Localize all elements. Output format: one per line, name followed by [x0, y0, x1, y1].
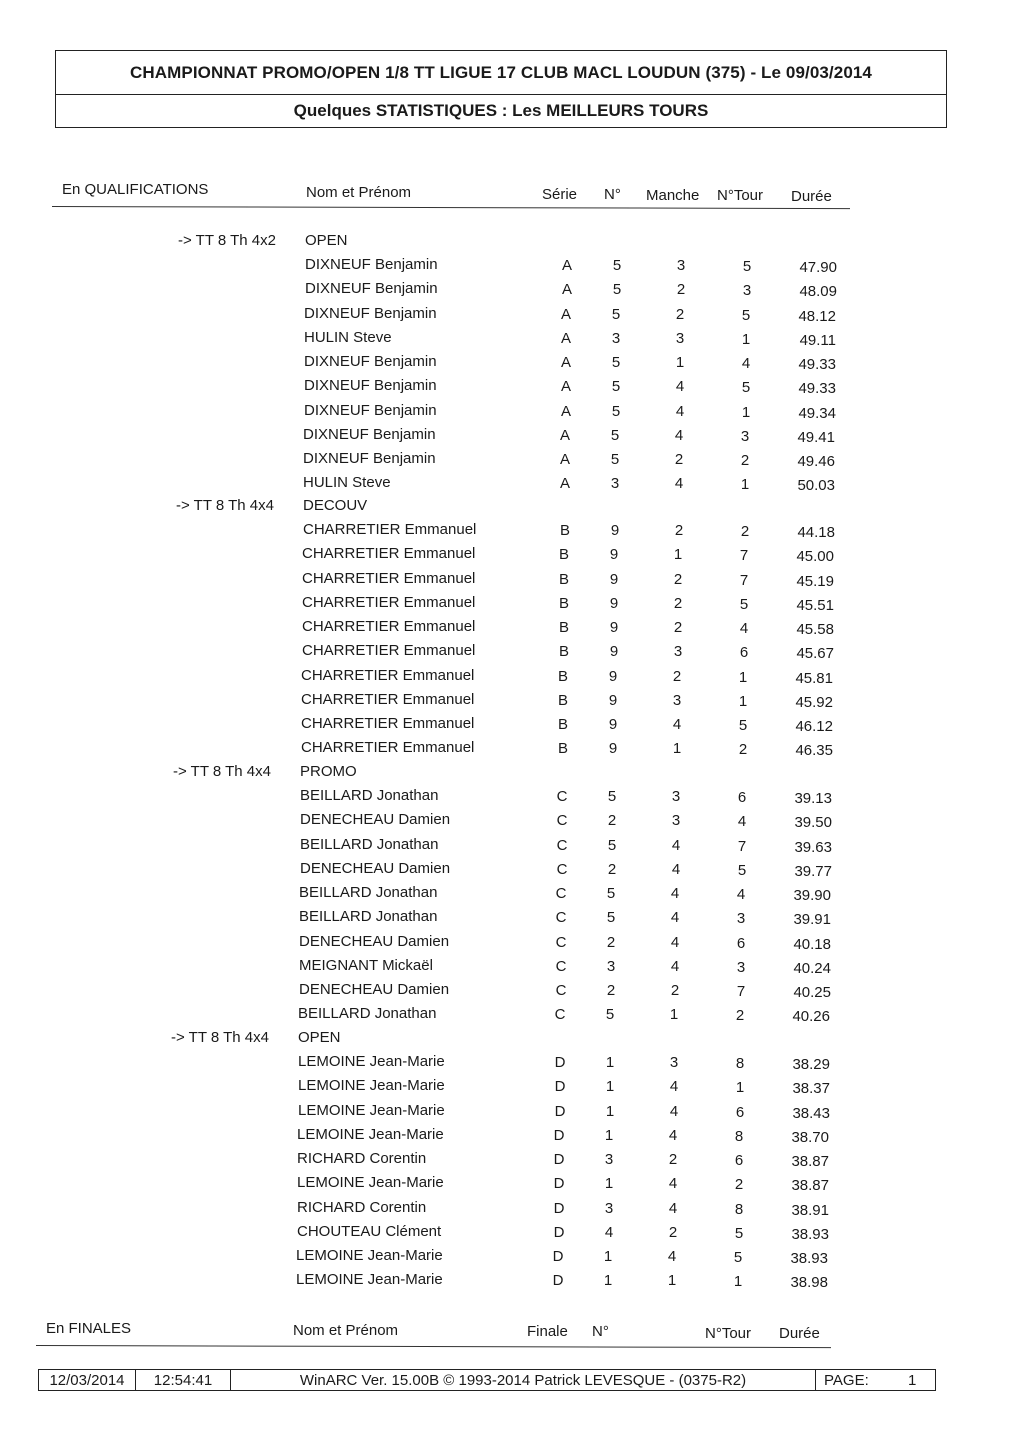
row-serie: B [559, 522, 570, 539]
row-duree: 39.50 [794, 814, 832, 831]
row-num: 1 [605, 1103, 615, 1120]
row-manche: 3 [672, 692, 682, 709]
row-duree: 38.70 [791, 1129, 829, 1146]
col-header-duree: Durée [791, 188, 832, 205]
row-duree: 38.37 [792, 1080, 830, 1097]
row-name: BEILLARD Jonathan [299, 908, 438, 925]
group-class: PROMO [300, 763, 357, 780]
row-serie: C [556, 861, 568, 878]
row-name: RICHARD Corentin [297, 1150, 427, 1167]
row-duree: 46.12 [795, 718, 833, 735]
row-num: 9 [609, 571, 619, 588]
row-num: 5 [606, 885, 616, 902]
group-class: OPEN [305, 232, 348, 249]
row-duree: 39.13 [794, 790, 832, 807]
row-tour: 1 [740, 476, 750, 493]
footer-page-box [815, 1369, 936, 1391]
row-duree: 45.58 [796, 621, 834, 638]
row-serie: D [554, 1054, 566, 1071]
row-num: 3 [606, 958, 616, 975]
row-manche: 3 [669, 1054, 679, 1071]
row-tour: 5 [733, 1249, 743, 1266]
row-duree: 38.93 [791, 1226, 829, 1243]
row-duree: 45.81 [795, 670, 833, 687]
row-duree: 49.46 [797, 453, 835, 470]
row-tour: 5 [739, 596, 749, 613]
row-serie: B [558, 595, 569, 612]
row-name: DENECHEAU Damien [299, 981, 450, 998]
row-duree: 45.19 [796, 573, 834, 590]
row-serie: C [555, 934, 567, 951]
row-serie: C [555, 909, 567, 926]
row-name: DIXNEUF Benjamin [303, 426, 436, 443]
row-num: 3 [610, 475, 620, 492]
row-name: DIXNEUF Benjamin [303, 450, 436, 467]
row-num: 9 [608, 668, 618, 685]
row-name: CHARRETIER Emmanuel [302, 642, 476, 659]
row-serie: A [560, 403, 571, 420]
row-num: 9 [608, 692, 618, 709]
row-name: HULIN Steve [304, 329, 392, 346]
row-name: LEMOINE Jean-Marie [297, 1126, 444, 1143]
row-tour: 1 [738, 693, 748, 710]
page-subtitle: Quelques STATISTIQUES : Les MEILLEURS TOURS [293, 101, 709, 120]
row-tour: 4 [739, 620, 749, 637]
row-tour: 3 [740, 428, 750, 445]
row-name: DENECHEAU Damien [300, 860, 451, 877]
finales-col-header-duree: Durée [779, 1325, 820, 1342]
row-name: LEMOINE Jean-Marie [297, 1174, 444, 1191]
row-manche: 2 [673, 595, 683, 612]
row-manche: 2 [672, 668, 682, 685]
row-name: CHARRETIER Emmanuel [303, 521, 477, 538]
row-tour: 8 [734, 1128, 744, 1145]
row-duree: 39.90 [793, 887, 831, 904]
row-manche: 4 [670, 909, 680, 926]
row-manche: 2 [673, 619, 683, 636]
row-serie: C [556, 837, 568, 854]
row-manche: 2 [676, 281, 686, 298]
row-duree: 46.35 [795, 742, 833, 759]
row-serie: A [559, 427, 570, 444]
row-tour: 5 [741, 307, 751, 324]
row-name: CHARRETIER Emmanuel [302, 570, 476, 587]
row-name: CHARRETIER Emmanuel [302, 618, 476, 635]
row-manche: 2 [670, 982, 680, 999]
row-duree: 38.87 [791, 1153, 829, 1170]
row-num: 2 [607, 812, 617, 829]
row-name: LEMOINE Jean-Marie [296, 1271, 443, 1288]
row-serie: D [553, 1224, 565, 1241]
row-serie: B [558, 571, 569, 588]
row-num: 5 [611, 378, 621, 395]
row-num: 1 [603, 1272, 613, 1289]
col-header-tour: N°Tour [717, 187, 764, 204]
row-tour: 4 [741, 355, 751, 372]
finales-col-header-num: N° [592, 1323, 609, 1340]
row-manche: 2 [675, 306, 685, 323]
finales-col-header-name: Nom et Prénom [293, 1322, 399, 1339]
row-num: 2 [606, 934, 616, 951]
row-duree: 45.00 [796, 548, 834, 565]
row-num: 9 [608, 716, 618, 733]
row-manche: 1 [675, 354, 685, 371]
row-num: 1 [605, 1078, 615, 1095]
group-category: -> TT 8 Th 4x4 [173, 763, 271, 780]
row-tour: 5 [738, 717, 748, 734]
row-name: CHARRETIER Emmanuel [301, 667, 475, 684]
row-name: BEILLARD Jonathan [298, 1005, 437, 1022]
row-duree: 48.12 [798, 308, 836, 325]
row-tour: 3 [736, 959, 746, 976]
row-num: 5 [612, 257, 622, 274]
row-num: 5 [612, 281, 622, 298]
row-name: BEILLARD Jonathan [300, 836, 439, 853]
row-manche: 4 [668, 1200, 678, 1217]
row-num: 3 [604, 1151, 614, 1168]
row-serie: C [556, 788, 568, 805]
row-manche: 2 [674, 451, 684, 468]
row-serie: C [555, 982, 567, 999]
row-manche: 3 [671, 788, 681, 805]
row-duree: 39.63 [794, 839, 832, 856]
row-duree: 38.98 [790, 1274, 828, 1291]
row-serie: D [553, 1151, 565, 1168]
title-box [55, 50, 947, 128]
row-serie: A [559, 475, 570, 492]
row-manche: 1 [667, 1272, 677, 1289]
row-tour: 6 [735, 1104, 745, 1121]
row-name: DIXNEUF Benjamin [305, 280, 438, 297]
row-manche: 4 [670, 934, 680, 951]
row-serie: A [560, 330, 571, 347]
row-name: CHARRETIER Emmanuel [302, 545, 476, 562]
group-category: -> TT 8 Th 4x4 [171, 1029, 269, 1046]
row-duree: 49.41 [797, 429, 835, 446]
row-duree: 39.77 [794, 863, 832, 880]
row-manche: 4 [667, 1248, 677, 1265]
row-name: LEMOINE Jean-Marie [298, 1102, 445, 1119]
row-tour: 3 [736, 910, 746, 927]
col-header-manche: Manche [646, 187, 700, 204]
group-class: DECOUV [303, 497, 368, 514]
row-name: BEILLARD Jonathan [300, 787, 439, 804]
row-serie: C [554, 1006, 566, 1023]
col-header-serie: Série [542, 186, 578, 203]
row-num: 5 [607, 788, 617, 805]
row-manche: 4 [671, 861, 681, 878]
finales-col-header-tour: N°Tour [705, 1325, 752, 1342]
row-duree: 47.90 [799, 259, 837, 276]
footer-page-label: PAGE: [824, 1371, 869, 1389]
row-duree: 44.18 [797, 524, 835, 541]
row-tour: 7 [736, 983, 746, 1000]
row-duree: 49.33 [798, 380, 836, 397]
row-duree: 45.67 [796, 645, 834, 662]
footer-time: 12:54:41 [135, 1369, 231, 1391]
row-duree: 40.24 [793, 960, 831, 977]
row-manche: 4 [670, 958, 680, 975]
row-num: 5 [611, 354, 621, 371]
row-num: 4 [604, 1224, 614, 1241]
row-tour: 2 [734, 1176, 744, 1193]
row-num: 3 [611, 330, 621, 347]
row-duree: 38.87 [791, 1177, 829, 1194]
row-num: 5 [606, 909, 616, 926]
row-serie: A [561, 281, 572, 298]
row-num: 5 [611, 306, 621, 323]
row-name: RICHARD Corentin [297, 1199, 427, 1216]
row-tour: 2 [740, 452, 750, 469]
row-name: CHARRETIER Emmanuel [301, 715, 475, 732]
row-manche: 4 [668, 1175, 678, 1192]
row-tour: 7 [739, 547, 749, 564]
row-name: DIXNEUF Benjamin [304, 305, 437, 322]
row-duree: 38.91 [791, 1202, 829, 1219]
row-duree: 38.29 [792, 1056, 830, 1073]
row-tour: 2 [740, 523, 750, 540]
row-name: CHARRETIER Emmanuel [302, 594, 476, 611]
row-tour: 8 [735, 1055, 745, 1072]
row-tour: 4 [737, 813, 747, 830]
row-serie: C [556, 812, 568, 829]
footer-software: WinARC Ver. 15.00B © 1993-2014 Patrick LEVESQUE - (0375-R2) [230, 1369, 815, 1391]
row-manche: 3 [675, 330, 685, 347]
group-category: -> TT 8 Th 4x4 [176, 497, 274, 514]
row-num: 9 [609, 643, 619, 660]
row-serie: D [553, 1127, 565, 1144]
row-name: DIXNEUF Benjamin [304, 402, 437, 419]
row-tour: 5 [734, 1225, 744, 1242]
row-num: 1 [603, 1248, 613, 1265]
row-tour: 3 [742, 282, 752, 299]
row-name: CHOUTEAU Clément [297, 1223, 442, 1240]
row-name: CHARRETIER Emmanuel [301, 691, 475, 708]
row-tour: 6 [734, 1152, 744, 1169]
row-name: CHARRETIER Emmanuel [301, 739, 475, 756]
row-duree: 49.33 [798, 356, 836, 373]
row-manche: 4 [670, 885, 680, 902]
row-tour: 1 [741, 331, 751, 348]
row-num: 9 [609, 619, 619, 636]
row-manche: 4 [672, 716, 682, 733]
row-tour: 6 [737, 789, 747, 806]
row-manche: 1 [672, 740, 682, 757]
col-header-num: N° [604, 186, 621, 203]
row-name: MEIGNANT Mickaël [299, 957, 433, 974]
row-num: 5 [607, 837, 617, 854]
row-tour: 8 [734, 1201, 744, 1218]
row-serie: B [557, 740, 568, 757]
row-tour: 7 [737, 838, 747, 855]
group-category: -> TT 8 Th 4x2 [178, 232, 276, 249]
row-duree: 45.51 [796, 597, 834, 614]
row-manche: 4 [675, 403, 685, 420]
finales-header-rule [36, 1345, 831, 1348]
row-tour: 7 [739, 572, 749, 589]
row-name: DIXNEUF Benjamin [305, 256, 438, 273]
row-manche: 4 [671, 837, 681, 854]
row-name: BEILLARD Jonathan [299, 884, 438, 901]
row-serie: B [557, 716, 568, 733]
row-num: 5 [605, 1006, 615, 1023]
row-serie: B [558, 643, 569, 660]
row-serie: B [557, 692, 568, 709]
row-serie: A [560, 354, 571, 371]
row-manche: 4 [674, 475, 684, 492]
row-manche: 2 [668, 1224, 678, 1241]
row-name: LEMOINE Jean-Marie [296, 1247, 443, 1264]
row-tour: 4 [736, 886, 746, 903]
row-name: DIXNEUF Benjamin [304, 353, 437, 370]
row-name: DENECHEAU Damien [300, 811, 451, 828]
row-manche: 4 [668, 1127, 678, 1144]
row-num: 5 [610, 427, 620, 444]
row-num: 9 [609, 595, 619, 612]
row-duree: 40.25 [793, 984, 831, 1001]
footer-date: 12/03/2014 [38, 1369, 136, 1391]
row-duree: 38.93 [790, 1250, 828, 1267]
row-manche: 3 [676, 257, 686, 274]
row-duree: 38.43 [792, 1105, 830, 1122]
row-num: 2 [607, 861, 617, 878]
row-manche: 3 [671, 812, 681, 829]
row-tour: 2 [735, 1007, 745, 1024]
row-tour: 1 [735, 1079, 745, 1096]
group-class: OPEN [298, 1029, 341, 1046]
row-serie: C [555, 885, 567, 902]
row-serie: B [558, 619, 569, 636]
row-num: 5 [610, 451, 620, 468]
footer [38, 1369, 938, 1393]
row-duree: 48.09 [799, 283, 837, 300]
row-tour: 1 [738, 669, 748, 686]
row-manche: 4 [675, 378, 685, 395]
page-title: CHAMPIONNAT PROMO/OPEN 1/8 TT LIGUE 17 CLUB MACL LOUDUN (375) - Le 09/03/2014 [56, 51, 946, 95]
row-serie: D [554, 1078, 566, 1095]
row-duree: 40.26 [792, 1008, 830, 1025]
row-tour: 5 [737, 862, 747, 879]
row-num: 1 [605, 1054, 615, 1071]
row-name: DIXNEUF Benjamin [304, 377, 437, 394]
row-serie: D [552, 1248, 564, 1265]
row-num: 3 [604, 1200, 614, 1217]
row-num: 5 [611, 403, 621, 420]
row-tour: 5 [741, 379, 751, 396]
row-tour: 2 [738, 741, 748, 758]
finales-col-header-finale: Finale [527, 1323, 568, 1340]
row-name: DENECHEAU Damien [299, 933, 450, 950]
row-serie: A [559, 451, 570, 468]
row-manche: 1 [669, 1006, 679, 1023]
row-num: 1 [604, 1175, 614, 1192]
finales-section-label: En FINALES [46, 1320, 132, 1337]
row-serie: D [554, 1103, 566, 1120]
row-name: LEMOINE Jean-Marie [298, 1053, 445, 1070]
row-tour: 6 [739, 644, 749, 661]
row-manche: 1 [673, 546, 683, 563]
qualifications-section-label: En QUALIFICATIONS [62, 181, 209, 198]
row-serie: C [555, 958, 567, 975]
row-tour: 6 [736, 935, 746, 952]
row-name: LEMOINE Jean-Marie [298, 1077, 445, 1094]
row-serie: B [558, 546, 569, 563]
row-manche: 2 [674, 522, 684, 539]
row-duree: 49.11 [799, 332, 836, 349]
row-manche: 4 [669, 1078, 679, 1095]
row-serie: D [553, 1175, 565, 1192]
row-manche: 4 [669, 1103, 679, 1120]
row-serie: D [553, 1200, 565, 1217]
row-manche: 2 [668, 1151, 678, 1168]
row-serie: B [557, 668, 568, 685]
row-manche: 4 [674, 427, 684, 444]
row-duree: 39.91 [793, 911, 831, 928]
row-name: HULIN Steve [303, 474, 391, 491]
row-tour: 5 [742, 258, 752, 275]
row-manche: 3 [673, 643, 683, 660]
row-manche: 2 [673, 571, 683, 588]
row-num: 9 [609, 546, 619, 563]
row-duree: 40.18 [793, 936, 831, 953]
row-num: 2 [606, 982, 616, 999]
row-duree: 49.34 [798, 405, 836, 422]
row-serie: D [552, 1272, 564, 1289]
row-duree: 50.03 [797, 477, 835, 494]
row-tour: 1 [733, 1273, 743, 1290]
row-tour: 1 [741, 404, 751, 421]
header-rule [52, 206, 850, 209]
row-serie: A [560, 378, 571, 395]
row-num: 9 [608, 740, 618, 757]
row-num: 1 [604, 1127, 614, 1144]
col-header-name: Nom et Prénom [306, 184, 412, 201]
row-serie: A [560, 306, 571, 323]
row-duree: 45.92 [795, 694, 833, 711]
row-num: 9 [610, 522, 620, 539]
row-serie: A [561, 257, 572, 274]
footer-page-number: 1 [908, 1371, 917, 1389]
